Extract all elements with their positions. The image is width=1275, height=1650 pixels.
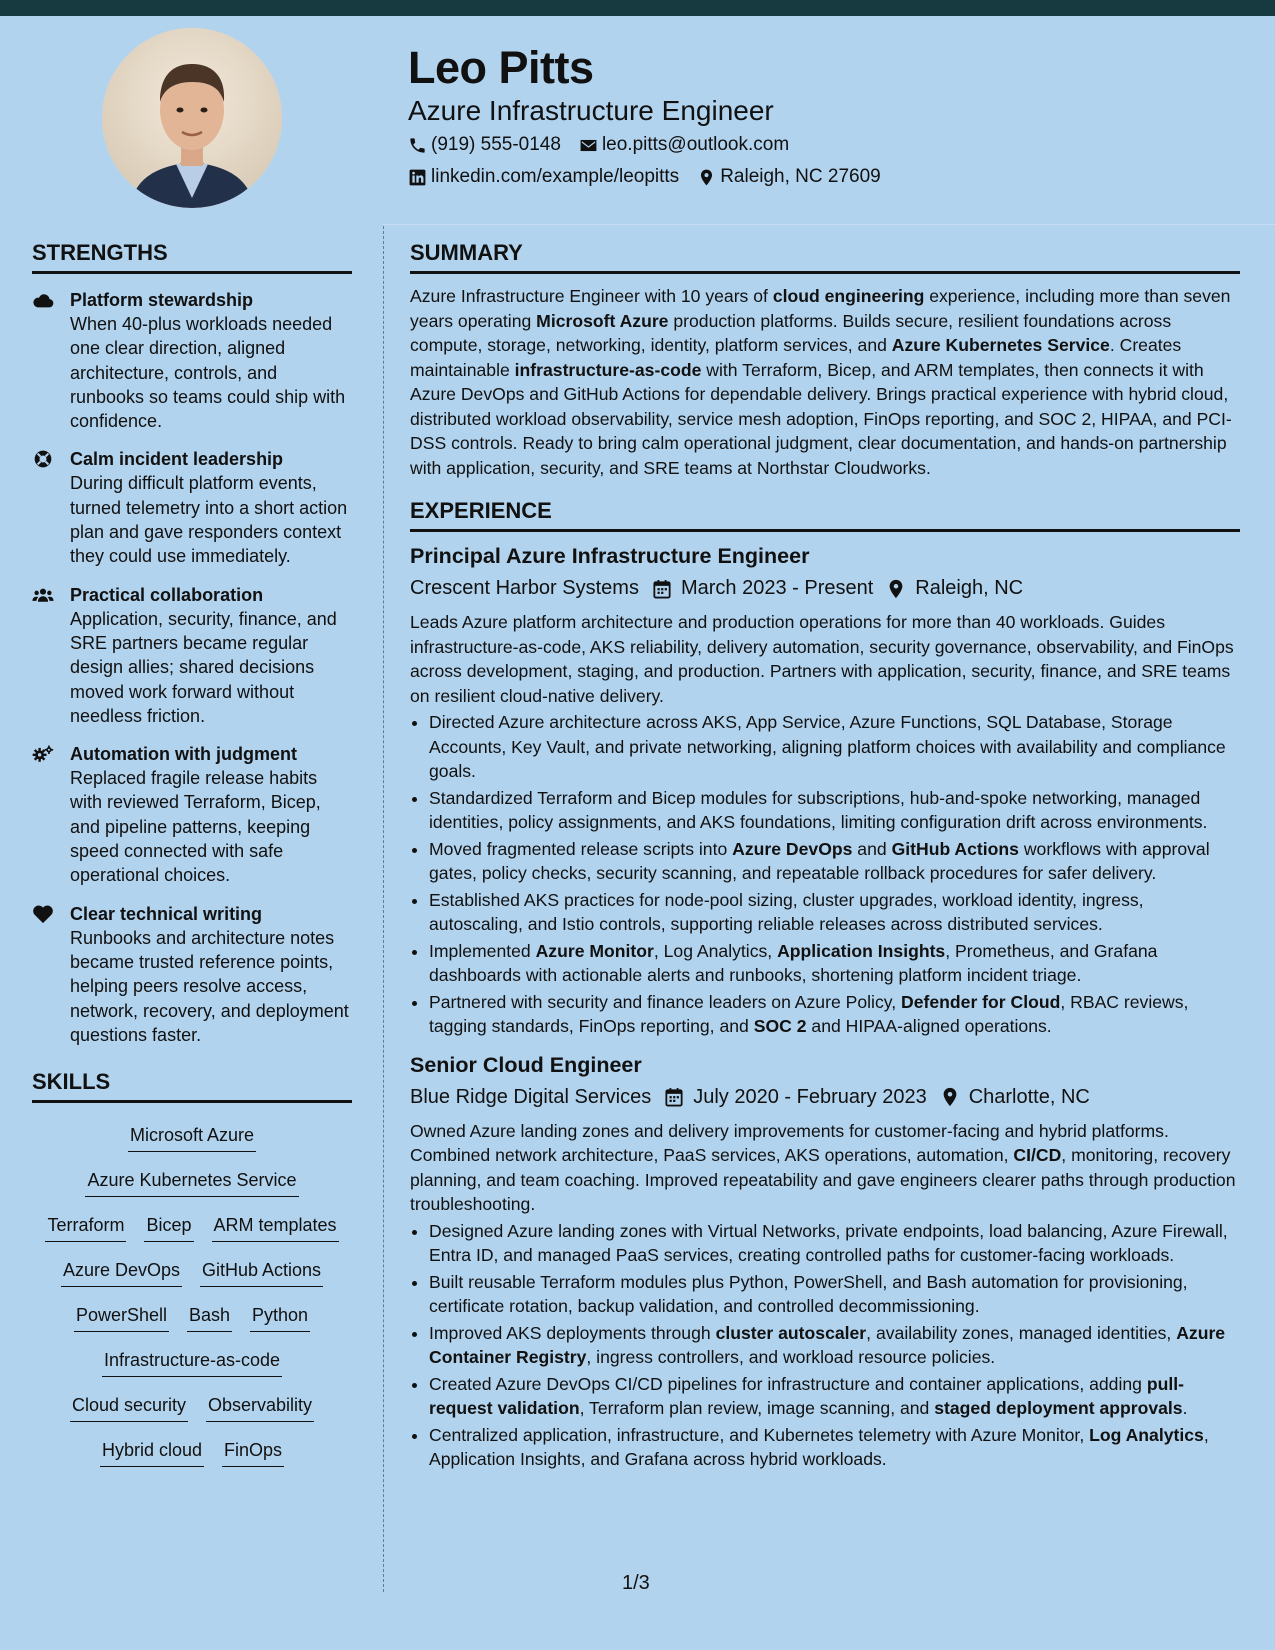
experience-list (410, 544, 1240, 1472)
strength-description: Replaced fragile release habits with reviewed Terraform, Bicep, and pipeline patterns, keeping speed connected with safe operational choices. (70, 768, 321, 886)
job-meta (410, 1086, 1240, 1109)
linkedin-text: linkedin.com/example/leopitts (431, 166, 680, 187)
skill-tag: Infrastructure-as-code (102, 1346, 282, 1377)
skill-tag: GitHub Actions (200, 1256, 323, 1287)
top-accent-bar (0, 0, 1275, 16)
column-divider (383, 226, 384, 1592)
skill-tag: Bash (187, 1301, 232, 1332)
strength-item (32, 447, 352, 568)
map-pin-icon (941, 1087, 959, 1107)
location-contact (697, 166, 881, 188)
strength-title: Platform stewardship (70, 290, 254, 310)
skill-tag: ARM templates (212, 1211, 339, 1242)
skill-tag: Microsoft Azure (128, 1121, 256, 1152)
calendar-icon (665, 1087, 683, 1107)
strength-title: Automation with judgment (70, 744, 297, 765)
skill-row (32, 1391, 352, 1422)
strengths-list (32, 288, 352, 1047)
candidate-name: Leo Pitts (408, 42, 594, 93)
page-number: 1/3 (622, 1572, 650, 1594)
skill-row (32, 1301, 352, 1332)
job-bullets (410, 1219, 1240, 1472)
linkedin-icon (408, 168, 427, 187)
company-name: Crescent Harbor Systems (410, 577, 639, 599)
cloud-icon (32, 288, 56, 433)
strength-description: During difficult platform events, turned telemetry into a short action plan and gave responders context they could use immediately. (70, 473, 348, 567)
skill-row (32, 1166, 352, 1197)
email-text: leo.pitts@outlook.com (601, 134, 790, 155)
strength-title: Clear technical writing (70, 903, 263, 924)
skill-tag: Bicep (144, 1211, 193, 1242)
right-column (410, 240, 1240, 1472)
skill-tag: Azure DevOps (61, 1256, 182, 1287)
job-description: Leads Azure platform architecture and production operations for more than 40 workloads. Guides infrastructure-as-code, AKS reliability, delivery automation, security governance, observability, and FinOps across development, staging, and production. Partners with application, security, finance, and SRE teams on resilient cloud-native delivery. (410, 612, 1234, 706)
job-entry (410, 544, 1240, 1039)
candidate-title: Azure Infrastructure Engineer (408, 95, 774, 126)
envelope-icon (579, 136, 598, 155)
job-bullet: • Moved fragmented release scripts into Azure DevOps and GitHub Actions workflows with approval gates, policy checks, security scanning, and repeatable rollback procedures for safer delivery. (429, 837, 1240, 886)
strength-description: Runbooks and architecture notes became trusted reference points, helping peers resolve access, network, recovery, and deployment questions faster. (70, 927, 349, 1045)
job-bullet: • Partnered with security and finance leaders on Azure Policy, Defender for Cloud, RBAC reviews, tagging standards, FinOps reporting, and SOC 2 and HIPAA-aligned operations. (429, 990, 1240, 1039)
company-name: Blue Ridge Digital Services (410, 1085, 652, 1108)
skill-row (32, 1346, 352, 1377)
job-entry (410, 1053, 1240, 1472)
calendar-icon (653, 579, 671, 599)
job-location: Raleigh, NC (887, 577, 1023, 600)
job-bullet: • Centralized application, infrastructure, and Kubernetes telemetry with Azure Monitor, Log Analytics, Application Insights, and Grafana across hybrid workloads. (429, 1423, 1240, 1472)
job-meta (410, 577, 1240, 600)
gears-icon (32, 742, 56, 887)
job-dates: July 2020 - February 2023 (665, 1086, 926, 1109)
skills-heading: SKILLS (32, 1069, 352, 1103)
skills-list (32, 1121, 352, 1467)
summary-heading: SUMMARY (410, 240, 1240, 274)
job-bullet: • Created Azure DevOps CI/CD pipelines for infrastructure and container applications, adding pull-request validation, Terraform plan review, image scanning, and staged deployment approvals. (429, 1372, 1240, 1421)
strengths-heading: STRENGTHS (32, 240, 352, 274)
skill-tag: Azure Kubernetes Service (85, 1166, 298, 1197)
strength-description: Application, security, finance, and SRE partners became regular design allies; shared decisions moved work forward without needless friction. (70, 608, 337, 726)
strength-item (32, 902, 352, 1047)
location-text: Raleigh, NC 27609 (720, 166, 881, 187)
job-bullet: • Directed Azure architecture across AKS, App Service, Azure Functions, SQL Database, Storage Accounts, Key Vault, and private networking, aligning platform choices with availability and compliance goals. (429, 710, 1240, 784)
job-title: Senior Cloud Engineer (410, 1052, 642, 1077)
header-divider (383, 224, 1275, 225)
heart-icon (32, 902, 56, 1047)
skill-tag: PowerShell (74, 1301, 169, 1332)
skill-row (32, 1436, 352, 1467)
contact-row-1 (408, 134, 789, 156)
skill-tag: Terraform (45, 1211, 126, 1242)
job-description: Owned Azure landing zones and delivery improvements for customer-facing and hybrid platforms. Combined network architecture, PaaS services, AKS operations, automation, CI/CD, monitoring, recovery planning, and team coaching. Improved repeatability and gave engineers clearer paths through production troubleshooting. (410, 1120, 1236, 1214)
job-bullets (410, 710, 1240, 1039)
skill-tag: Hybrid cloud (100, 1436, 204, 1467)
strength-item (32, 742, 352, 887)
job-bullet: • Built reusable Terraform modules plus Python, PowerShell, and Bash automation for provisioning, certificate rotation, backup validation, and controlled decommissioning. (429, 1270, 1240, 1319)
skill-row (32, 1256, 352, 1287)
job-location: Charlotte, NC (941, 1086, 1090, 1109)
job-bullet: • Implemented Azure Monitor, Log Analytics, Application Insights, Prometheus, and Grafana dashboards with actionable alerts and runbooks, shortening platform incident triage. (429, 939, 1240, 988)
life-ring-icon (32, 447, 56, 568)
job-bullet: • Designed Azure landing zones with Virtual Networks, private endpoints, load balancing, Azure Firewall, Entra ID, and managed PaaS services, creating controlled paths for customer-facing workloads. (429, 1219, 1240, 1268)
skill-tag: Observability (206, 1391, 314, 1422)
email-contact[interactable] (579, 134, 789, 156)
strength-title: Practical collaboration (70, 584, 264, 605)
skill-tag: FinOps (222, 1436, 284, 1467)
summary-text: Azure Infrastructure Engineer with 10 years of cloud engineering experience, including more than seven years operating Microsoft Azure production platforms. Builds secure, resilient foundations across compute, storage, networking, identity, platform services, and Azure Kubernetes Service. Creates maintainable infrastructure-as-code with Terraform, Bicep, and ARM templates, then connects it with Azure DevOps and GitHub Actions for dependable delivery. Brings practical experience with hybrid cloud, distributed workload observability, service mesh adoption, FinOps reporting, and SOC 2, HIPAA, and PCI-DSS controls. Ready to bring calm operational judgment, clear documentation, and hands-on partnership with application, security, and SRE teams at Northstar Cloudworks. (410, 286, 1232, 478)
job-bullet: • Established AKS practices for node-pool sizing, cluster upgrades, workload identity, ingress, autoscaling, and Istio controls, supporting reliable releases across distributed services. (429, 888, 1240, 937)
skill-tag: Cloud security (70, 1391, 188, 1422)
phone-text: (919) 555-0148 (431, 134, 561, 155)
job-dates: March 2023 - Present (653, 577, 873, 600)
map-pin-icon (887, 579, 905, 599)
users-icon (32, 583, 56, 728)
strength-description: When 40-plus workloads needed one clear direction, aligned architecture, controls, and runbooks so teams could ship with confidence. (70, 314, 346, 432)
profile-photo (102, 28, 282, 208)
job-title: Principal Azure Infrastructure Engineer (410, 544, 810, 568)
left-column (32, 240, 352, 1467)
experience-heading: EXPERIENCE (410, 498, 1240, 532)
skill-tag: Python (250, 1301, 310, 1332)
job-bullet: • Improved AKS deployments through cluster autoscaler, availability zones, managed identities, Azure Container Registry, ingress controllers, and workload resource policies. (429, 1321, 1240, 1370)
skill-row (32, 1121, 352, 1152)
map-pin-icon (697, 168, 716, 187)
phone-contact[interactable] (408, 134, 561, 156)
strength-item (32, 288, 352, 433)
linkedin-contact[interactable] (408, 166, 679, 188)
phone-icon (408, 136, 427, 155)
skill-row (32, 1211, 352, 1242)
strength-title: Calm incident leadership (70, 449, 284, 470)
strength-item (32, 583, 352, 728)
job-bullet: • Standardized Terraform and Bicep modules for subscriptions, hub-and-spoke networking, managed identities, policy assignments, and AKS foundations, limiting configuration drift across environments. (429, 786, 1240, 835)
contact-row-2 (408, 166, 881, 188)
